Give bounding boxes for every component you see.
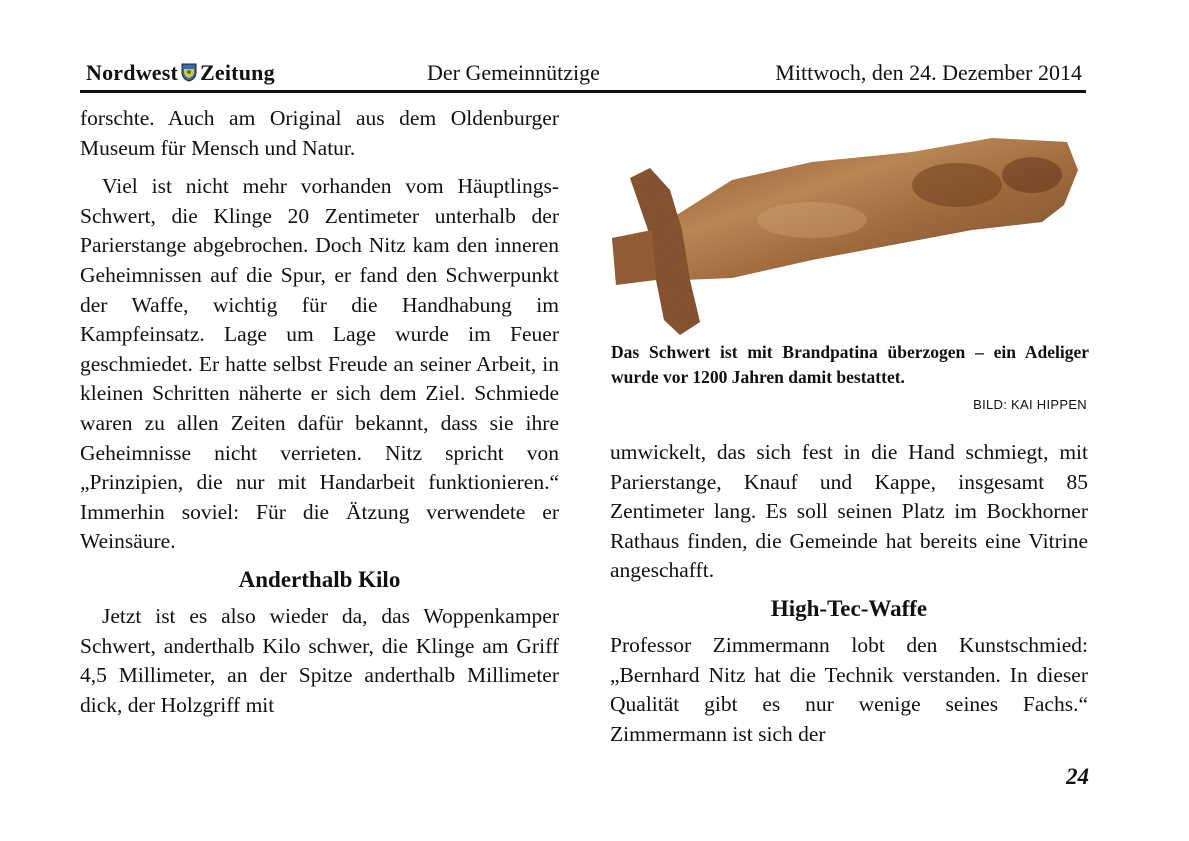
sword-photo [612,130,1082,340]
photo-credit: BILD: KAI HIPPEN [973,397,1087,412]
issue-date: Mittwoch, den 24. Dezember 2014 [775,60,1082,85]
left-subheading: Anderthalb Kilo [238,566,401,592]
sword-blade [672,138,1078,280]
right-paragraph-1: umwickelt, das sich fest in die Hand schmiegt, mit Parierstange, Knauf und Kappe, insgesamt 85 Zentimeter lang. Es soll seinen Platz im Bockhorner Rathaus finden, die Gemeinde hat bereits eine Vitrine angeschafft. [610,440,1088,583]
left-paragraph-3: Jetzt ist es also wieder da, das Woppenkamper Schwert, anderthalb Kilo schwer, die Klinge am Griff 4,5 Millimeter, an der Spitze anderthalb Millimeter dick, der Holzgriff mit [80,603,559,717]
left-column [80,104,559,720]
left-paragraph-1: forschte. Auch am Original aus dem Oldenburger Museum für Mensch und Natur. [80,106,559,160]
left-paragraph-2: Viel ist nicht mehr vorhanden vom Häuptlings-Schwert, die Klinge 20 Zentimeter unterhalb der Parierstange abgebrochen. Doch Nitz kam den inneren Geheimnissen auf die Spur, er fand den Schwerpunkt der Waffe, wichtig für die Handhabung im Kampfeinsatz. Lage um Lage wurde im Feuer geschmiedet. Er hatte selbst Freude an seiner Arbeit, in kleinen Schritten näherte er sich dem Ziel. Schmiede waren zu allen Zeiten dafür bekannt, dass sie ihre Geheimnisse nicht verrieten. Nitz spricht von „Prinzipien, die nur mit Handarbeit funktionieren.“ Immerhin soviel: Für die Ätzung verwendete er Weinsäure. [80,174,559,554]
right-paragraph-2: Professor Zimmermann lobt den Kunstschmied: „Bernhard Nitz hat die Technik verstanden. In dieser Qualität gibt es nur wenige seines Fachs.“ Zimmermann ist sich der [610,632,1088,746]
coat-of-arms-icon [181,62,197,88]
masthead-name-part2: Zeitung [200,60,275,85]
right-column [610,438,1088,749]
page-header [80,58,1086,93]
masthead-name-part1: Nordwest [86,60,179,85]
right-subheading: High-Tec-Waffe [770,595,928,621]
page-number: 24 [1066,764,1089,789]
section-title: Der Gemeinnützige [427,60,600,85]
newspaper-masthead [86,60,275,88]
sword-illustration [612,130,1082,340]
photo-caption: Das Schwert ist mit Brandpatina überzogen – ein Adeliger wurde vor 1200 Jahren damit bestattet. [611,342,1089,387]
